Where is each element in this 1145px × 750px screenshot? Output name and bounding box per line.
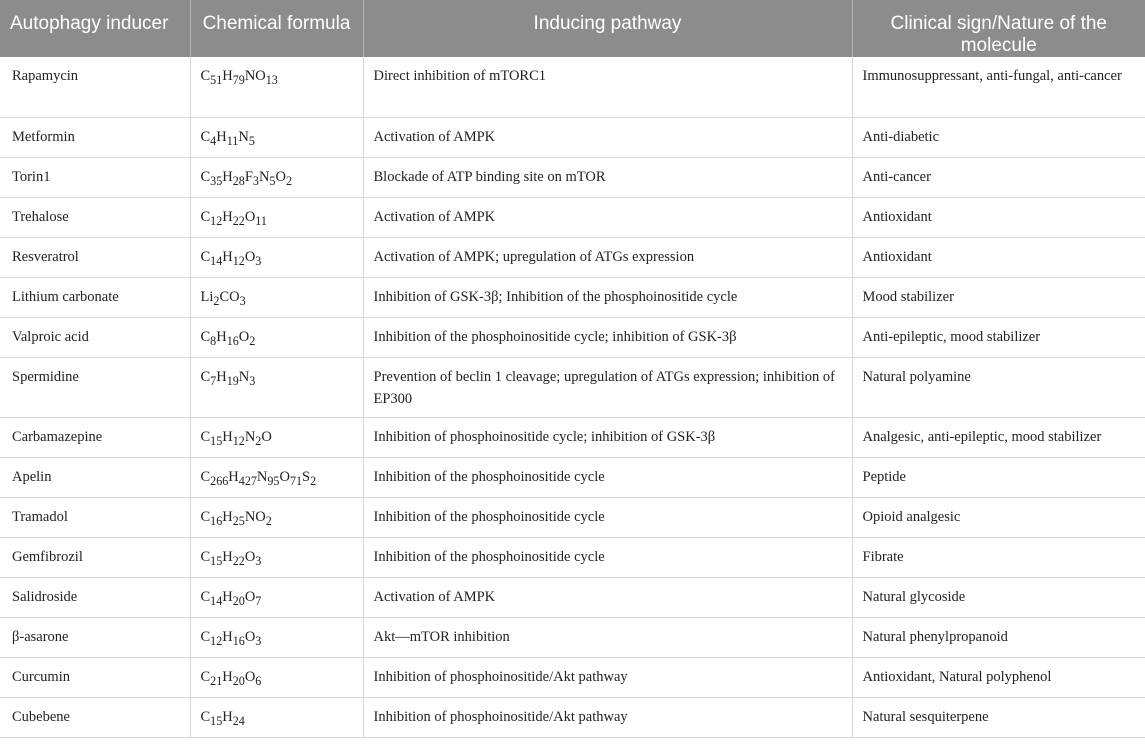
cell-pathway: Inhibition of the phosphoinositide cycle <box>363 457 852 497</box>
table-row <box>0 457 1145 497</box>
cell-nature: Antioxidant, Natural polyphenol <box>852 657 1145 697</box>
cell-pathway: Inhibition of the phosphoinositide cycle; inhibition of GSK-3β <box>363 317 852 357</box>
cell-pathway: Inhibition of phosphoinositide cycle; inhibition of GSK-3β <box>363 417 852 457</box>
header-inducer: Autophagy inducer <box>0 0 190 57</box>
table-row <box>0 617 1145 657</box>
table-row <box>0 697 1145 737</box>
cell-inducer: Resveratrol <box>0 237 190 277</box>
table-row <box>0 537 1145 577</box>
cell-pathway: Activation of AMPK <box>363 577 852 617</box>
cell-nature: Antioxidant <box>852 197 1145 237</box>
cell-pathway: Activation of AMPK; upregulation of ATGs expression <box>363 237 852 277</box>
cell-inducer: Metformin <box>0 117 190 157</box>
cell-nature: Anti-cancer <box>852 157 1145 197</box>
table-row <box>0 197 1145 237</box>
table-row <box>0 277 1145 317</box>
cell-pathway: Inhibition of the phosphoinositide cycle <box>363 497 852 537</box>
cell-nature: Antioxidant <box>852 237 1145 277</box>
cell-pathway: Blockade of ATP binding site on mTOR <box>363 157 852 197</box>
cell-inducer: Apelin <box>0 457 190 497</box>
cell-formula: $Li_2CO_3$ <box>190 277 363 317</box>
cell-nature: Anti-epileptic, mood stabilizer <box>852 317 1145 357</box>
cell-nature: Natural phenylpropanoid <box>852 617 1145 657</box>
cell-inducer: Trehalose <box>0 197 190 237</box>
cell-inducer: Tramadol <box>0 497 190 537</box>
cell-formula: $C_{21}H_{20}O_6$ <box>190 657 363 697</box>
cell-nature: Analgesic, anti-epileptic, mood stabilizer <box>852 417 1145 457</box>
cell-nature: Natural polyamine <box>852 357 1145 417</box>
cell-formula: $C_{16}H_{25}NO_2$ <box>190 497 363 537</box>
cell-pathway: Direct inhibition of mTORC1 <box>363 57 852 117</box>
cell-formula: $C_{15}H_{22}O_3$ <box>190 537 363 577</box>
table-row <box>0 237 1145 277</box>
cell-formula: $C_{35}H_{28}F_3N_5O_2$ <box>190 157 363 197</box>
cell-inducer: Valproic acid <box>0 317 190 357</box>
cell-formula: $C_4H_{11}N_5$ <box>190 117 363 157</box>
header-nature: Clinical sign/Nature of the molecule <box>890 13 1107 56</box>
cell-inducer: Torin1 <box>0 157 190 197</box>
table-body <box>0 57 1145 737</box>
cell-nature: Anti-diabetic <box>852 117 1145 157</box>
cell-pathway: Prevention of beclin 1 cleavage; upregulation of ATGs expression; inhibition of EP300 <box>363 357 852 417</box>
cell-nature: Peptide <box>852 457 1145 497</box>
cell-formula: $C_{51}H_{79}NO_{13}$ <box>190 57 363 117</box>
table-row <box>0 157 1145 197</box>
cell-nature: Natural sesquiterpene <box>852 697 1145 737</box>
header-formula: Chemical formula <box>190 0 363 57</box>
cell-inducer: Carbamazepine <box>0 417 190 457</box>
cell-formula: $C_{15}H_{12}N_2O$ <box>190 417 363 457</box>
cell-nature: Fibrate <box>852 537 1145 577</box>
cell-pathway: Akt—mTOR inhibition <box>363 617 852 657</box>
cell-inducer: Spermidine <box>0 357 190 417</box>
header-pathway: Inducing pathway <box>363 0 852 57</box>
cell-formula: $C_{12}H_{22}O_{11}$ <box>190 197 363 237</box>
cell-pathway: Inhibition of phosphoinositide/Akt pathway <box>363 697 852 737</box>
cell-formula: $C_{15}H_{24}$ <box>190 697 363 737</box>
table-row <box>0 357 1145 417</box>
cell-inducer: Curcumin <box>0 657 190 697</box>
table-header <box>0 0 1145 57</box>
table-row <box>0 57 1145 117</box>
table-row <box>0 317 1145 357</box>
table-row <box>0 417 1145 457</box>
cell-inducer: Salidroside <box>0 577 190 617</box>
cell-nature: Natural glycoside <box>852 577 1145 617</box>
cell-formula: $C_{12}H_{16}O_3$ <box>190 617 363 657</box>
cell-nature: Immunosuppressant, anti-fungal, anti-cancer <box>852 57 1145 117</box>
cell-inducer: Lithium carbonate <box>0 277 190 317</box>
table-row <box>0 497 1145 537</box>
cell-inducer: Gemfibrozil <box>0 537 190 577</box>
header-row <box>0 0 1145 57</box>
cell-formula: $C_{14}H_{12}O_3$ <box>190 237 363 277</box>
cell-pathway: Inhibition of phosphoinositide/Akt pathway <box>363 657 852 697</box>
cell-pathway: Inhibition of GSK-3β; Inhibition of the phosphoinositide cycle <box>363 277 852 317</box>
cell-nature: Opioid analgesic <box>852 497 1145 537</box>
cell-nature: Mood stabilizer <box>852 277 1145 317</box>
table-row <box>0 117 1145 157</box>
cell-inducer: Rapamycin <box>0 57 190 117</box>
table-row <box>0 577 1145 617</box>
cell-pathway: Activation of AMPK <box>363 117 852 157</box>
table-row <box>0 657 1145 697</box>
cell-formula: $C_{14}H_{20}O_7$ <box>190 577 363 617</box>
cell-inducer: β-asarone <box>0 617 190 657</box>
cell-inducer: Cubebene <box>0 697 190 737</box>
cell-formula: $C_7H_{19}N_3$ <box>190 357 363 417</box>
cell-formula: $C_8H_{16}O_2$ <box>190 317 363 357</box>
cell-formula: $C_{266}H_{427}N_{95}O_{71}S_2$ <box>190 457 363 497</box>
cell-pathway: Inhibition of the phosphoinositide cycle <box>363 537 852 577</box>
cell-pathway: Activation of AMPK <box>363 197 852 237</box>
